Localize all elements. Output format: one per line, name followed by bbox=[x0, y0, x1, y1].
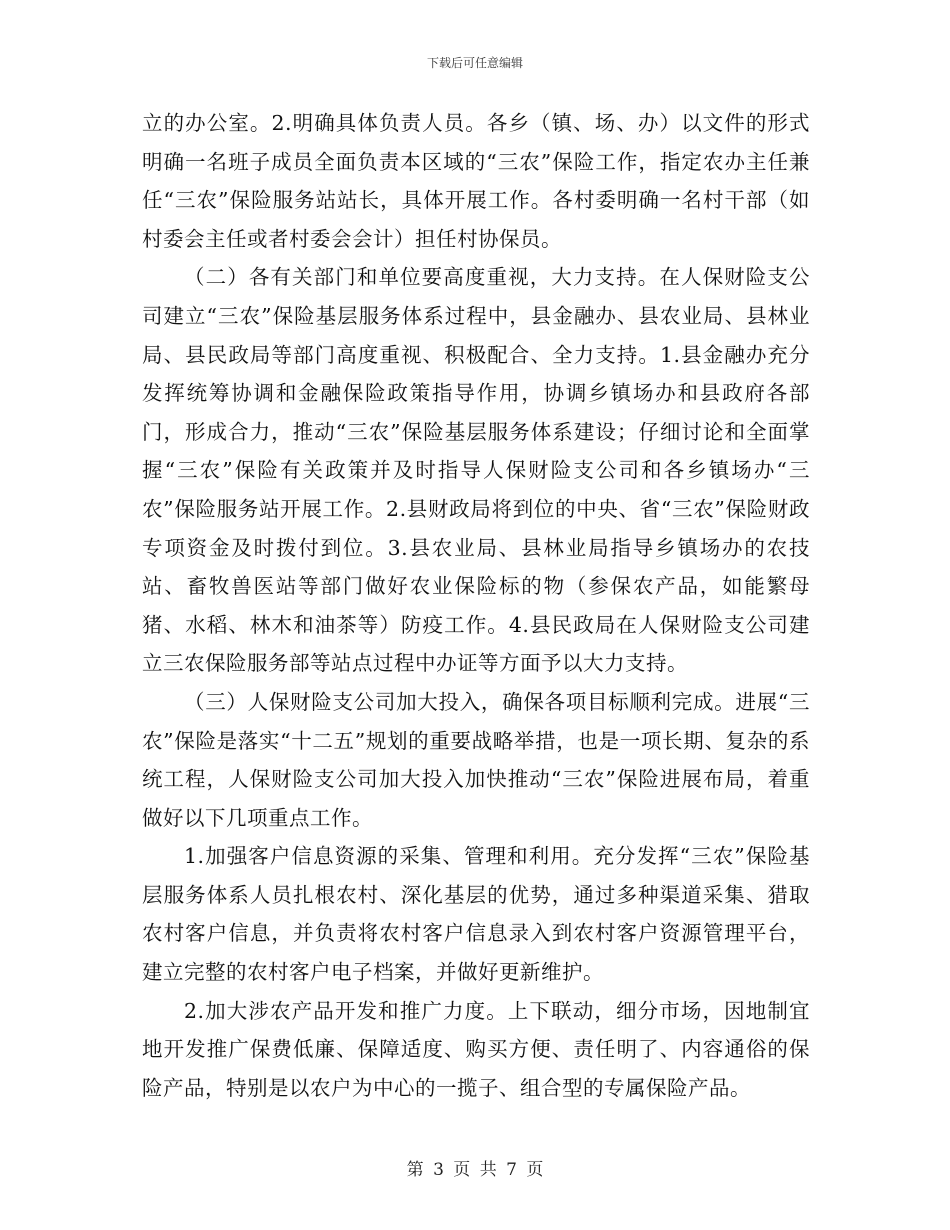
document-body bbox=[142, 104, 810, 1107]
paragraph-4: 1.加强客户信息资源的采集、管理和利用。充分发挥“三农”保险基层服务体系人员扎根农村、深化基层的优势，通过多种渠道采集、猎取农村客户信息，并负责将农村客户信息录入到农村客户资源管理平台，建立完整的农村客户电子档案，并做好更新维护。 bbox=[142, 844, 810, 985]
paragraph-1: 立的办公室。2.明确具体负责人员。各乡（镇、场、办）以文件的形式明确一名班子成员全面负责本区域的“三农”保险工作，指定农办主任兼任“三农”保险服务站站长，具体开展工作。各村委明确一名村干部（如村委会主任或者村委会会计）担任村协保员。 bbox=[142, 111, 810, 251]
page-number: 第 3 页 共 7 页 bbox=[406, 1160, 544, 1180]
paragraph-2: （二）各有关部门和单位要高度重视，大力支持。在人保财险支公司建立“三农”保险基层服务体系过程中，县金融办、县农业局、县林业局、县民政局等部门高度重视、积极配合、全力支持。1.县金融办充分发挥统筹协调和金融保险政策指导作用，协调乡镇场办和县政府各部门，形成合力，推动“三农”保险基层服务体系建设；仔细讨论和全面掌握“三农”保险有关政策并及时指导人保财险支公司和各乡镇场办“三农”保险服务站开展工作。2.县财政局将到位的中央、省“三农”保险财政专项资金及时拨付到位。3.县农业局、县林业局指导乡镇场办的农技站、畜牧兽医站等部门做好农业保险标的物（参保农产品，如能繁母猪、水稻、林木和油茶等）防疫工作。4.县民政局在人保财险支公司建立三农保险服务部等站点过程中办证等方面予以大力支持。 bbox=[142, 265, 810, 676]
paragraph-3: （三）人保财险支公司加大投入，确保各项目标顺利完成。进展“三农”保险是落实“十二五”规划的重要战略举措，也是一项长期、复杂的系统工程，人保财险支公司加大投入加快推动“三农”保险进展布局，着重做好以下几项重点工作。 bbox=[142, 689, 810, 830]
page-header-note: 下载后可任意编辑 bbox=[426, 56, 523, 70]
paragraph-5: 2.加大涉农产品开发和推广力度。上下联动，细分市场，因地制宜地开发推广保费低廉、保障适度、购买方便、责任明了、内容通俗的保险产品，特别是以农户为中心的一揽子、组合型的专属保险产品。 bbox=[142, 998, 810, 1100]
